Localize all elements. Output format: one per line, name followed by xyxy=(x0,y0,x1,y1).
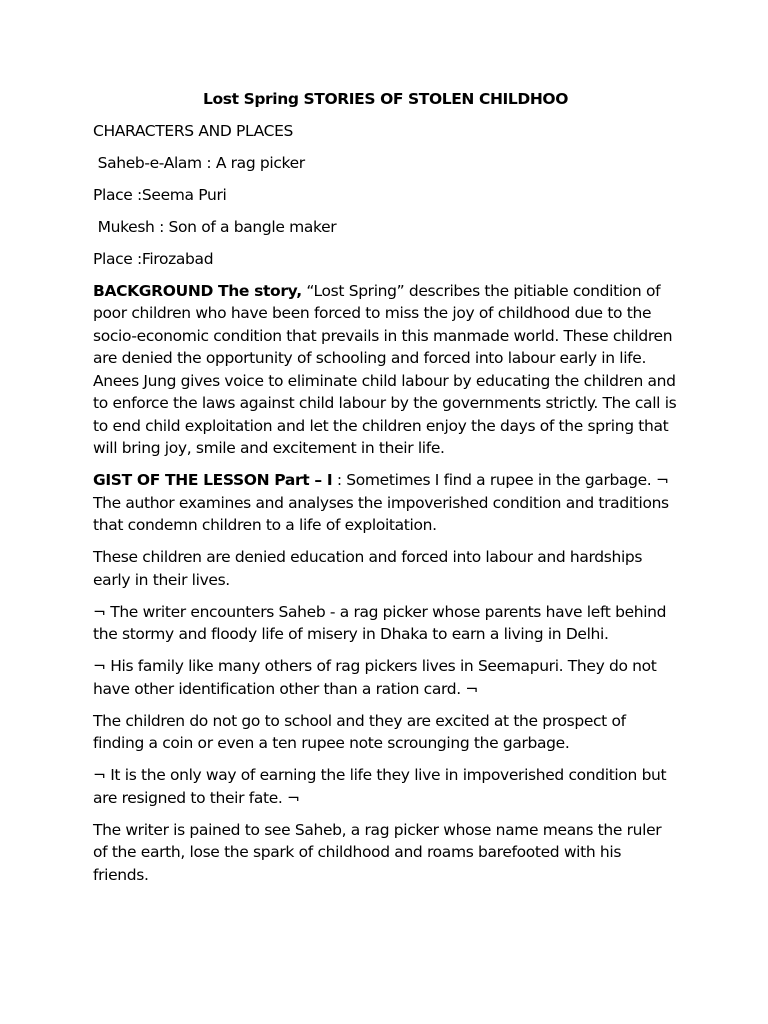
character-saheb: Saheb-e-Alam : A rag picker xyxy=(93,153,305,172)
characters-heading: CHARACTERS AND PLACES xyxy=(93,121,294,140)
character-mukesh: Mukesh : Son of a bangle maker xyxy=(93,217,337,236)
paragraph-writer-encounters-saheb: ¬ The writer encounters Saheb - a rag picker whose parents have left behind the stormy and floody life of misery in Dhaka to earn a living in Delhi. xyxy=(93,602,667,643)
background-text: “Lost Spring” describes the pitiable condition of poor children who have been forced to miss the joy of childhood due to the socio-economic condition that prevails in this manmade world. These children are denied the opportunity of schooling and forced into labour early in life. Anees Jung gives voice to eliminate child labour by educating the children and to enforce the laws against child labour by the governments strictly. The call is to end child exploitation and let the children enjoy the days of the spring that will bring joy, smile and excitement in their life. xyxy=(93,281,677,457)
document-title: Lost Spring STORIES OF STOLEN CHILDHOO xyxy=(203,90,568,108)
document-body xyxy=(93,88,678,896)
place-seema-puri: Place :Seema Puri xyxy=(93,185,227,204)
paragraph-children-school: The children do not go to school and they are excited at the prospect of finding a coin or even a ten rupee note scrounging the garbage. xyxy=(93,711,626,752)
background-paragraph xyxy=(93,280,678,460)
place-firozabad: Place :Firozabad xyxy=(93,249,214,268)
gist-label: GIST OF THE LESSON Part – I xyxy=(93,471,333,489)
paragraph-denied-education: These children are denied education and forced into labour and hardships early in their lives. xyxy=(93,548,643,589)
paragraph-family-seemapuri: ¬ His family like many others of rag pickers lives in Seemapuri. They do not have other identification other than a ration card. ¬ xyxy=(93,657,657,698)
paragraph-only-way: ¬ It is the only way of earning the life they live in impoverished condition but are resigned to their fate. ¬ xyxy=(93,766,667,807)
gist-paragraph xyxy=(93,469,678,537)
paragraph-writer-pained: The writer is pained to see Saheb, a rag picker whose name means the ruler of the earth, lose the spark of childhood and roams barefooted with his friends. xyxy=(93,820,662,884)
background-label: BACKGROUND The story, xyxy=(93,281,302,300)
gist-text: : Sometimes I find a rupee in the garbage. ¬ The author examines and analyses the impoverished condition and traditions that condemn children to a life of exploitation. xyxy=(93,471,669,534)
